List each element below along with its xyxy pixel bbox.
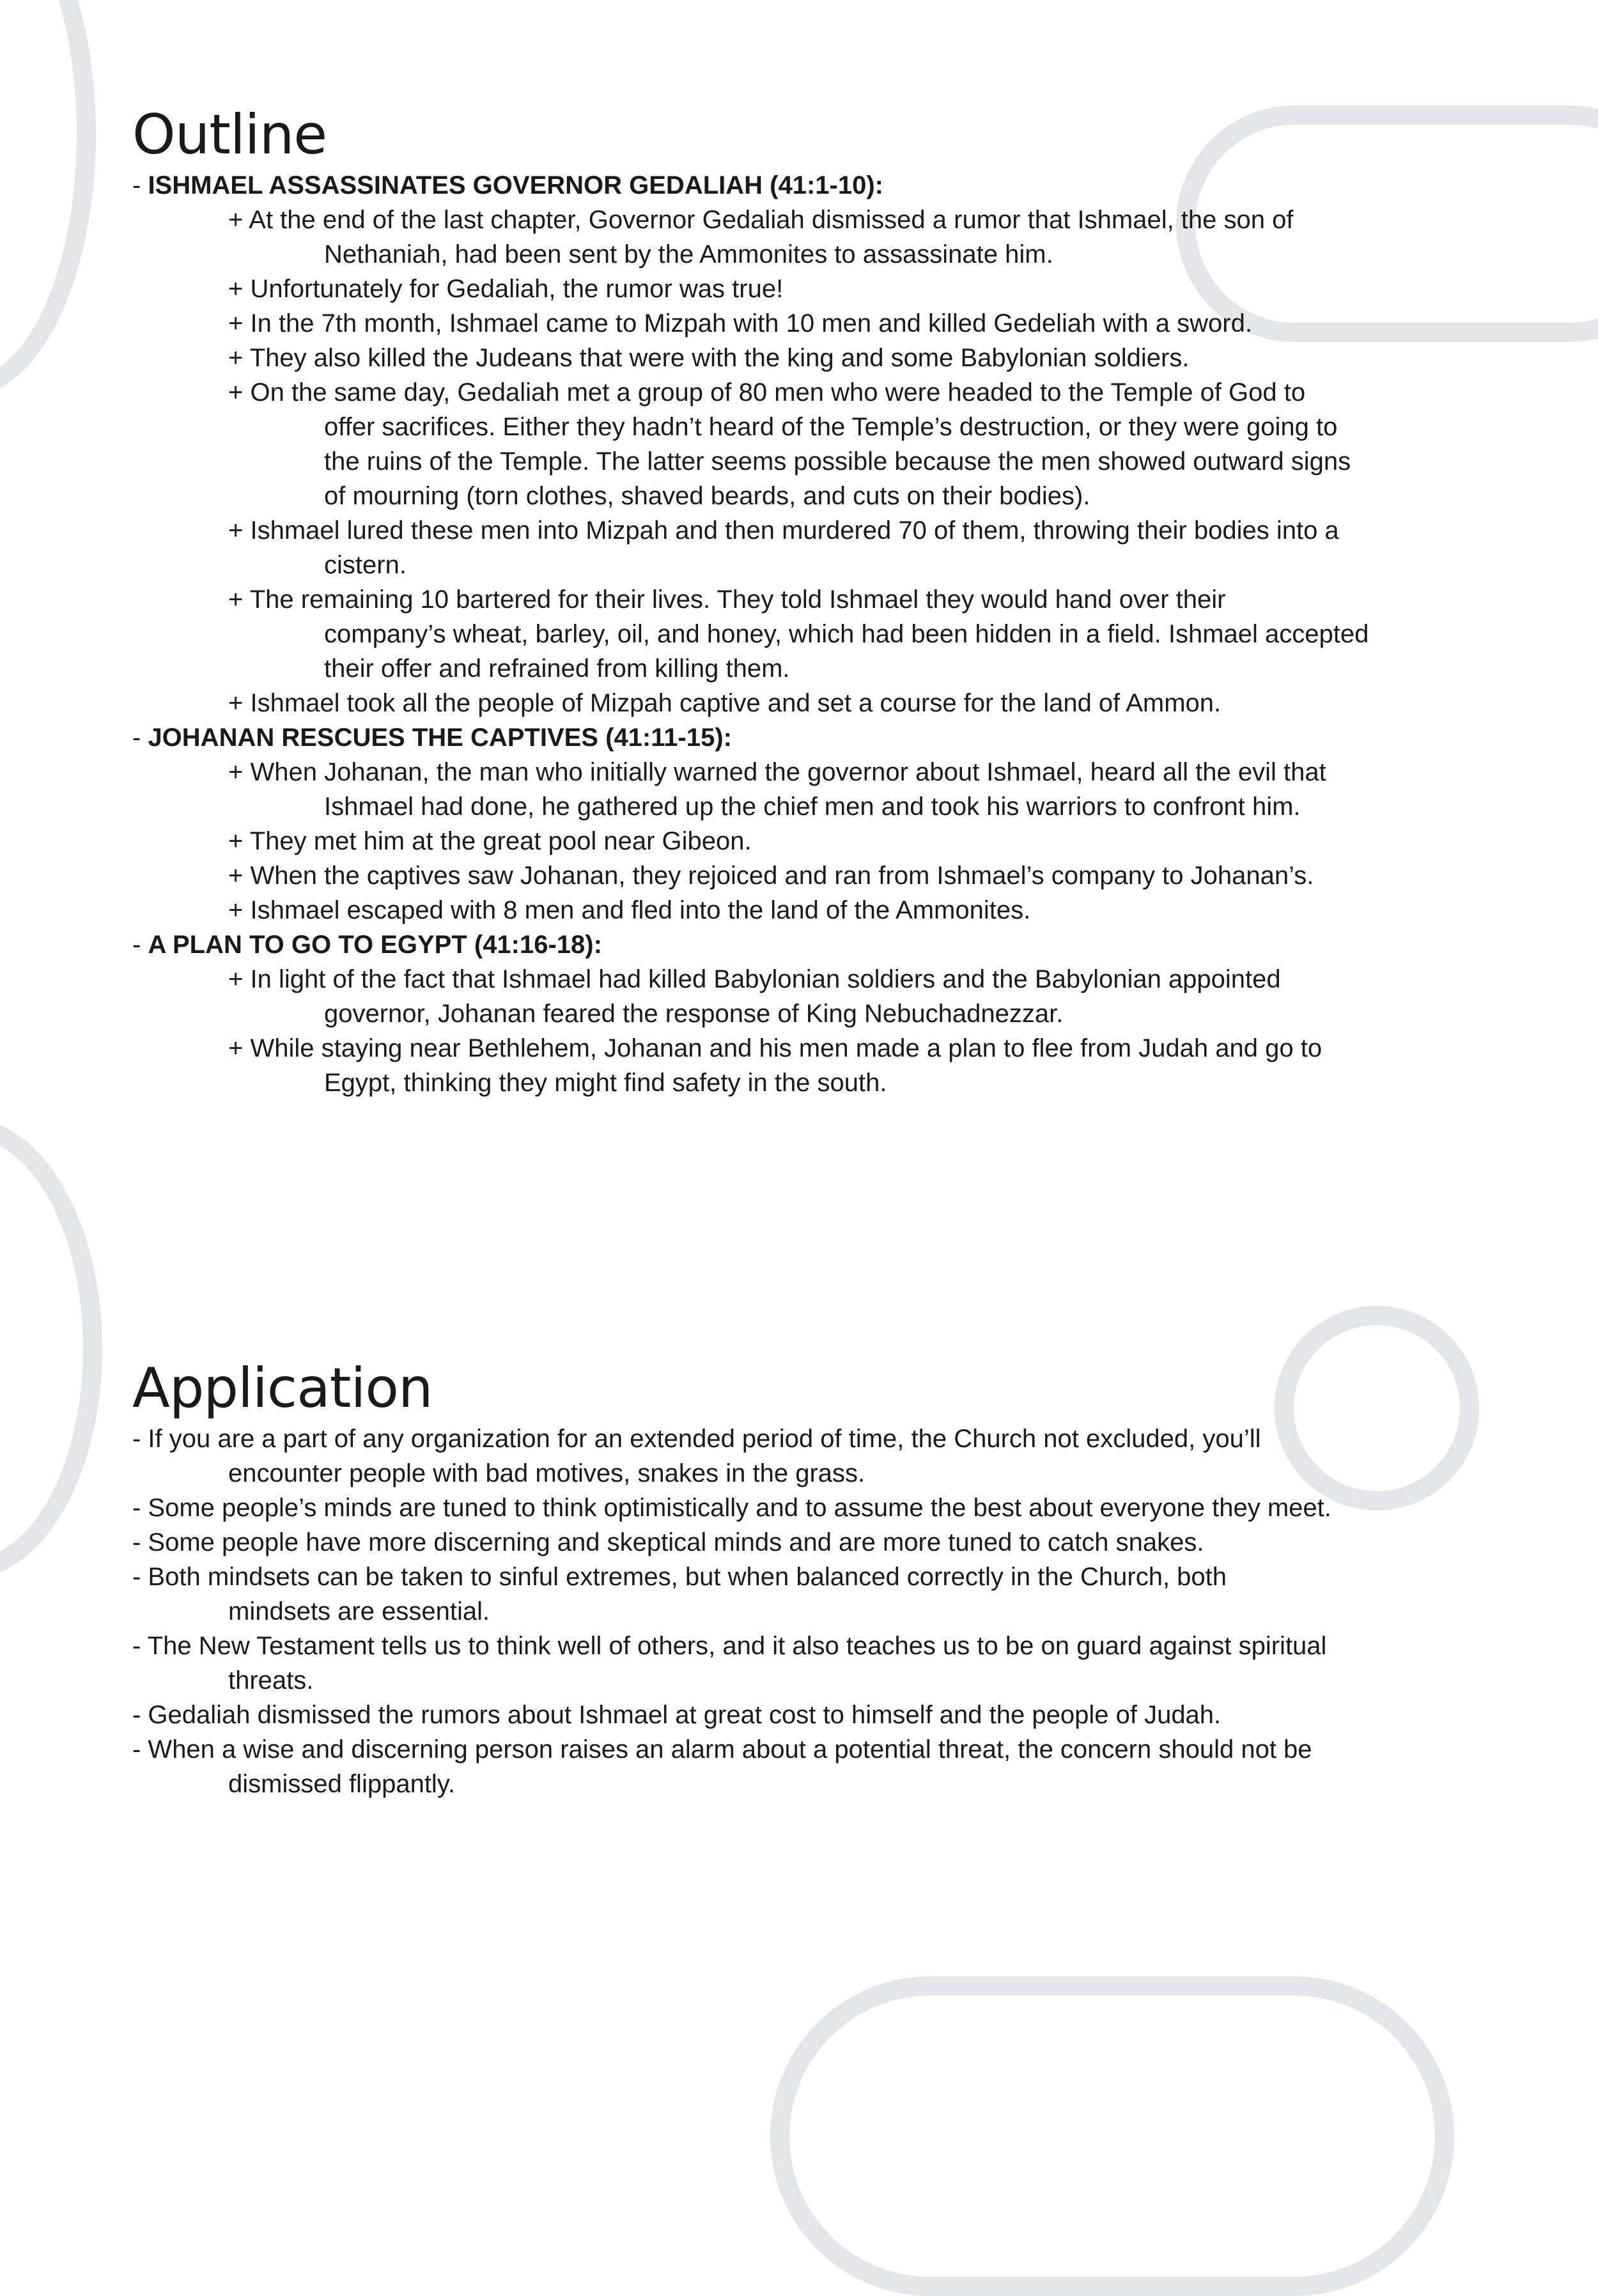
bullet-text: + Ishmael took all the people of Mizpah captive and set a course for the land of Ammon.	[228, 689, 1222, 718]
outline-title: Outline	[132, 103, 327, 167]
bullet-continuation: their offer and refrained from killing them.	[324, 655, 790, 683]
bullet-continuation: company’s wheat, barley, oil, and honey, which had been hidden in a field. Ishmael accepted	[324, 620, 1369, 649]
outline-bullet	[132, 203, 1507, 272]
outline-bullet	[132, 513, 1507, 582]
bullet-text: + While staying near Bethlehem, Johanan and his men made a plan to flee from Judah and go to	[228, 1034, 1323, 1063]
application-text: - If you are a part of any organization for an extended period of time, the Church not excluded, you’ll	[132, 1425, 1261, 1454]
application-text: - When a wise and discerning person raises an alarm about a potential threat, the concern should not be	[132, 1735, 1312, 1764]
bullet-continuation: governor, Johanan feared the response of King Nebuchadnezzar.	[324, 1000, 1064, 1028]
page-content	[132, 102, 1507, 1801]
application-continuation: encounter people with bad motives, snakes in the grass.	[228, 1459, 865, 1488]
bullet-text: + Ishmael escaped with 8 men and fled into the land of the Ammonites.	[228, 896, 1031, 925]
application-continuation: dismissed flippantly.	[228, 1770, 455, 1799]
section-heading-text: ISHMAEL ASSASSINATES GOVERNOR GEDALIAH (41:1-10):	[148, 171, 883, 200]
bullet-text: + In light of the fact that Ishmael had killed Babylonian soldiers and the Babylonian appointed	[228, 965, 1281, 994]
bullet-text: + They also killed the Judeans that were with the king and some Babylonian soldiers.	[228, 344, 1190, 373]
bullet-text: + On the same day, Gedaliah met a group of 80 men who were headed to the Temple of God to	[228, 378, 1306, 407]
outline-bullet	[132, 893, 1507, 927]
decorative-arc-left	[0, 1119, 102, 1579]
outline-bullet	[132, 306, 1507, 341]
application-item	[132, 1422, 1507, 1491]
application-text: - The New Testament tells us to think well of others, and it also teaches us to be on guard against spiritual	[132, 1632, 1327, 1661]
decorative-arc-top-left	[0, 0, 96, 396]
application-list	[132, 1422, 1507, 1801]
section-spacer	[132, 1100, 1507, 1356]
outline-section-heading: - ISHMAEL ASSASSINATES GOVERNOR GEDALIAH (41:1-10):	[132, 171, 883, 200]
outline-list	[132, 168, 1507, 1100]
bullet-text: + When the captives saw Johanan, they rejoiced and ran from Ishmael’s company to Johanan’s.	[228, 862, 1314, 890]
outline-bullet	[132, 375, 1507, 513]
bullet-text: + Unfortunately for Gedaliah, the rumor was true!	[228, 275, 784, 304]
outline-bullet	[132, 272, 1507, 306]
application-text: - Gedaliah dismissed the rumors about Ishmael at great cost to himself and the people of Judah.	[132, 1701, 1222, 1730]
decorative-pill-bottom	[770, 1976, 1454, 2296]
bullet-continuation: of mourning (torn clothes, shaved beards, and cuts on their bodies).	[324, 482, 1090, 511]
bullet-continuation: Nethaniah, had been sent by the Ammonites to assassinate him.	[324, 240, 1053, 269]
application-continuation: mindsets are essential.	[228, 1597, 490, 1626]
application-item	[132, 1698, 1507, 1732]
outline-bullet	[132, 582, 1507, 686]
application-item	[132, 1629, 1507, 1698]
bullet-text: + They met him at the great pool near Gibeon.	[228, 827, 752, 856]
bullet-continuation: offer sacrifices. Either they hadn’t heard of the Temple’s destruction, or they were going to	[324, 413, 1338, 442]
outline-bullet	[132, 1031, 1507, 1100]
bullet-text: + The remaining 10 bartered for their lives. They told Ishmael they would hand over their	[228, 586, 1226, 614]
outline-bullet	[132, 962, 1507, 1031]
outline-section-heading: - JOHANAN RESCUES THE CAPTIVES (41:11-15):	[132, 724, 732, 752]
bullet-text: + When Johanan, the man who initially warned the governor about Ishmael, heard all the evil that	[228, 758, 1326, 787]
application-text: - Some people’s minds are tuned to think optimistically and to assume the best about everyone they meet.	[132, 1494, 1331, 1523]
outline-section-heading: - A PLAN TO GO TO EGYPT (41:16-18):	[132, 931, 602, 959]
application-item	[132, 1491, 1507, 1525]
application-item	[132, 1525, 1507, 1560]
application-item	[132, 1732, 1507, 1801]
application-title: Application	[132, 1356, 433, 1421]
application-continuation: threats.	[228, 1666, 314, 1695]
bullet-text: + In the 7th month, Ishmael came to Mizpah with 10 men and killed Gedeliah with a sword.	[228, 309, 1252, 338]
outline-bullet	[132, 341, 1507, 375]
bullet-text: + Ishmael lured these men into Mizpah and then murdered 70 of them, throwing their bodies into a	[228, 516, 1339, 545]
section-heading-text: JOHANAN RESCUES THE CAPTIVES (41:11-15):	[148, 724, 732, 752]
section-heading-text: A PLAN TO GO TO EGYPT (41:16-18):	[148, 931, 602, 959]
outline-bullet	[132, 824, 1507, 858]
outline-bullet	[132, 755, 1507, 824]
application-item	[132, 1560, 1507, 1629]
bullet-continuation: Ishmael had done, he gathered up the chief men and took his warriors to confront him.	[324, 793, 1301, 821]
outline-bullet	[132, 686, 1507, 720]
bullet-continuation: the ruins of the Temple. The latter seems possible because the men showed outward signs	[324, 447, 1351, 476]
outline-bullet	[132, 858, 1507, 893]
bullet-continuation: cistern.	[324, 551, 407, 580]
application-text: - Both mindsets can be taken to sinful extremes, but when balanced correctly in the Church, both	[132, 1563, 1227, 1592]
bullet-text: + At the end of the last chapter, Governor Gedaliah dismissed a rumor that Ishmael, the son of	[228, 206, 1294, 235]
bullet-continuation: Egypt, thinking they might find safety in the south.	[324, 1069, 887, 1098]
application-text: - Some people have more discerning and skeptical minds and are more tuned to catch snakes.	[132, 1528, 1204, 1557]
